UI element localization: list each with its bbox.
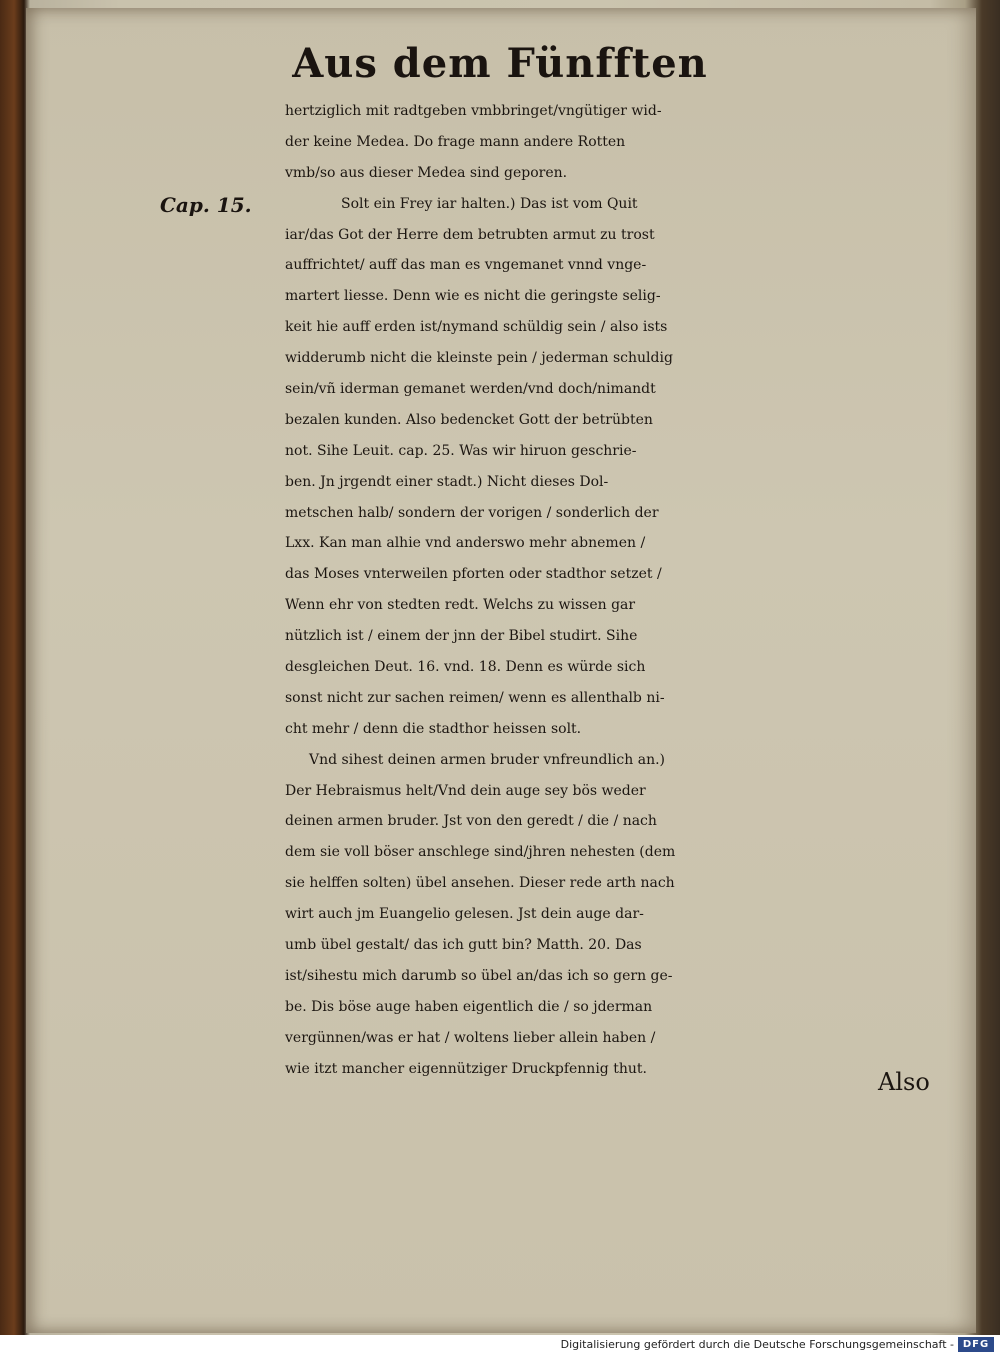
text-line: wie itzt mancher eigennütziger Druckpfennig thut. xyxy=(285,1060,647,1077)
text-line: deinen armen bruder. Jst von den geredt / die / nach xyxy=(285,813,657,830)
text-line: Wenn ehr von stedten redt. Welchs zu wissen gar xyxy=(285,597,636,614)
text-line: nützlich ist / einem der jnn der Bibel studirt. Sihe xyxy=(285,628,638,645)
text-line: wirt auch jm Euangelio gelesen. Jst dein auge dar- xyxy=(285,906,644,923)
text-line: sie helffen solten) übel ansehen. Dieser rede arth nach xyxy=(285,875,675,892)
text-line: der keine Medea. Do frage mann andere Rotten xyxy=(285,133,626,150)
page-heading: Aus dem Fünfften xyxy=(292,40,708,87)
text-line: cht mehr / denn die stadthor heissen solt. xyxy=(285,720,582,737)
dfg-logo: DFG xyxy=(958,1337,994,1352)
text-line: Vnd sihest deinen armen bruder vnfreundlich an.) xyxy=(309,751,666,768)
text-line: sein/vñ iderman gemanet werden/vnd doch/nimandt xyxy=(285,381,656,398)
text-line: ist/sihestu mich darumb so übel an/das ich so gern ge- xyxy=(285,967,673,984)
text-line: martert liesse. Denn wie es nicht die geringste selig- xyxy=(285,288,661,305)
footer-bar xyxy=(0,1335,1000,1355)
text-line: dem sie voll böser anschlege sind/jhren nehesten (dem xyxy=(285,844,676,861)
text-line: Lxx. Kan man alhie vnd anderswo mehr abnemen / xyxy=(285,535,646,552)
catchword: Also xyxy=(878,1068,930,1096)
text-line: Der Hebraismus helt/Vnd dein auge sey bös weder xyxy=(285,782,646,799)
text-line: vergünnen/was er hat / woltens lieber allein haben / xyxy=(285,1029,656,1046)
text-line: sonst nicht zur sachen reimen/ wenn es allenthalb ni- xyxy=(285,689,665,706)
text-line: keit hie auff erden ist/nymand schüldig sein / also ists xyxy=(285,319,668,336)
text-line: be. Dis böse auge haben eigentlich die / so jderman xyxy=(285,998,653,1015)
funding-credit: Digitalisierung gefördert durch die Deutsche Forschungsgemeinschaft - xyxy=(560,1338,954,1351)
text-line: vmb/so aus dieser Medea sind geporen. xyxy=(285,164,568,181)
text-line: not. Sihe Leuit. cap. 25. Was wir hiruon geschrie- xyxy=(285,442,637,459)
text-line: hertziglich mit radtgeben vmbbringet/vngütiger wid- xyxy=(285,103,662,119)
text-line: das Moses vnterweilen pforten oder stadthor setzet / xyxy=(285,566,662,583)
text-line: bezalen kunden. Also bedencket Gott der betrübten xyxy=(285,411,653,428)
text-line: metschen halb/ sondern der vorigen / sonderlich der xyxy=(285,504,659,521)
text-line: auffrichtet/ auff das man es vngemanet vnnd vnge- xyxy=(285,257,647,274)
text-line: ben. Jn jrgendt einer stadt.) Nicht dieses Dol- xyxy=(285,473,609,490)
text-line: umb übel gestalt/ das ich gutt bin? Matth. 20. Das xyxy=(285,937,642,954)
text-line: widderumb nicht die kleinste pein / jederman schuldig xyxy=(285,350,673,367)
body-text xyxy=(285,96,945,1085)
text-line: Solt ein Frey iar halten.) Das ist vom Quit xyxy=(341,195,638,212)
text-line: iar/das Got der Herre dem betrubten armut zu trost xyxy=(285,226,655,243)
text-line: desgleichen Deut. 16. vnd. 18. Denn es würde sich xyxy=(285,659,646,676)
margin-note-chapter: Cap. 15. xyxy=(160,193,252,217)
